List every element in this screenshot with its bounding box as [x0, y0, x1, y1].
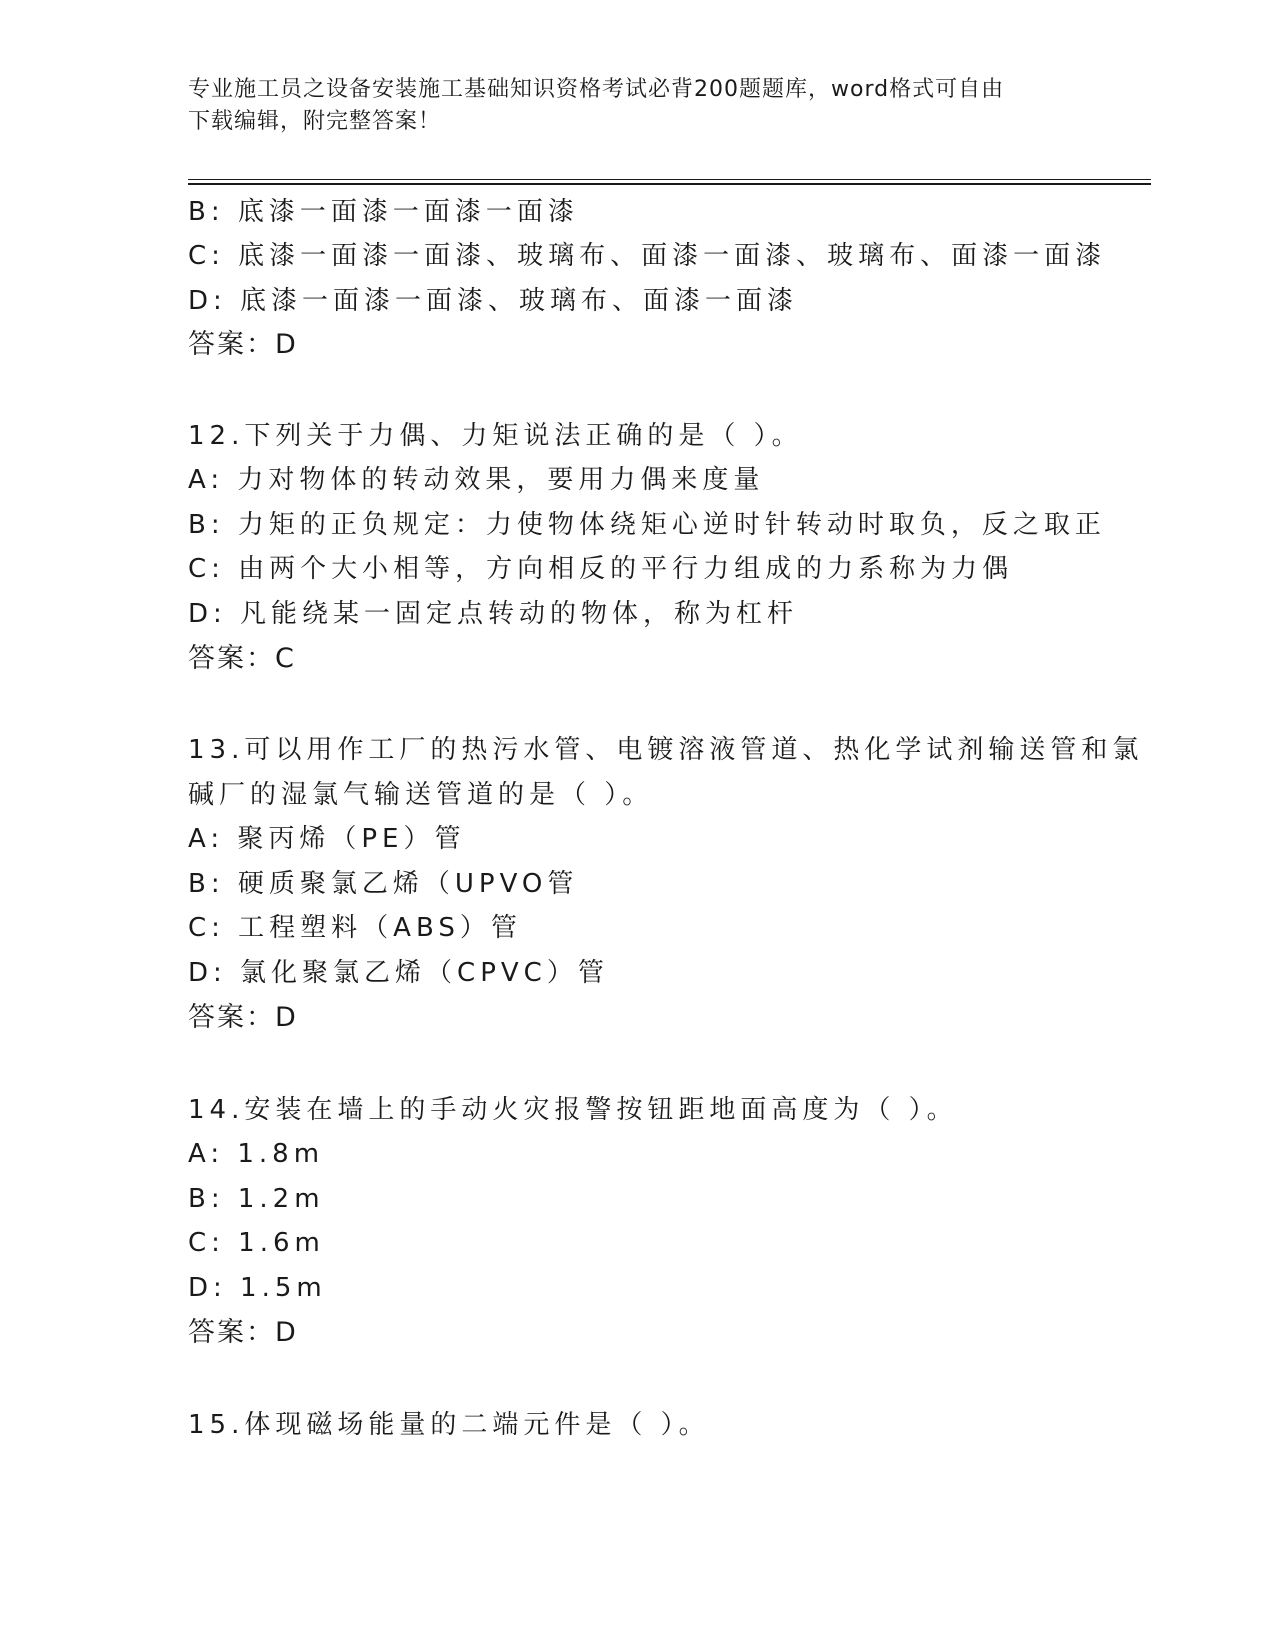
header-line-1: 专业施工员之设备安装施工基础知识资格考试必背200题题库，word格式可自由 — [188, 77, 1005, 102]
q12-option-b: B: 力矩的正负规定：力使物体绕矩心逆时针转动时取负，反之取正 — [188, 510, 1106, 540]
q11-option-d: D: 底漆一面漆一面漆、玻璃布、面漆一面漆 — [188, 286, 799, 316]
q12-option-c: C: 由两个大小相等，方向相反的平行力组成的力系称为力偶 — [188, 554, 1014, 584]
q12-option-d: D: 凡能绕某一固定点转动的物体，称为杠杆 — [188, 599, 799, 629]
q13-option-c: C: 工程塑料（ABS）管 — [188, 913, 522, 943]
q15-question: 15.体现磁场能量的二端元件是（ ）。 — [188, 1410, 710, 1440]
q11-answer: 答案：D — [188, 329, 298, 360]
q13-answer: 答案：D — [188, 1002, 298, 1033]
q14-option-d: D: 1.5m — [188, 1273, 327, 1303]
q11-option-c: C: 底漆一面漆一面漆、玻璃布、面漆一面漆、玻璃布、面漆一面漆 — [188, 241, 1107, 271]
q14-option-b: B: 1.2m — [188, 1184, 325, 1214]
q12-answer: 答案：C — [188, 643, 296, 674]
q12-question: 12.下列关于力偶、力矩说法正确的是（ ）。 — [188, 421, 803, 451]
q13-question-line-1: 13.可以用作工厂的热污水管、电镀溶液管道、热化学试剂输送管和氯 — [188, 735, 1144, 765]
q12-option-a: A: 力对物体的转动效果，要用力偶来度量 — [188, 465, 765, 495]
q13-option-d: D: 氯化聚氯乙烯（CPVC）管 — [188, 958, 609, 988]
q14-answer: 答案：D — [188, 1317, 298, 1348]
header-rule-thin — [188, 179, 1151, 180]
header-rule-thick — [188, 183, 1151, 185]
q13-option-b: B: 硬质聚氯乙烯（UPVO管 — [188, 869, 579, 899]
header-line-2: 下载编辑，附完整答案！ — [188, 109, 442, 134]
q14-option-c: C: 1.6m — [188, 1228, 325, 1258]
document-header — [188, 74, 1068, 138]
q14-question: 14.安装在墙上的手动火灾报警按钮距地面高度为（ ）。 — [188, 1095, 958, 1125]
q14-option-a: A: 1.8m — [188, 1139, 325, 1169]
q13-question-line-2: 碱厂的湿氯气输送管道的是（ ）。 — [188, 780, 654, 810]
q11-option-b: B: 底漆一面漆一面漆一面漆 — [188, 197, 579, 227]
q13-option-a: A: 聚丙烯（PE）管 — [188, 824, 466, 854]
